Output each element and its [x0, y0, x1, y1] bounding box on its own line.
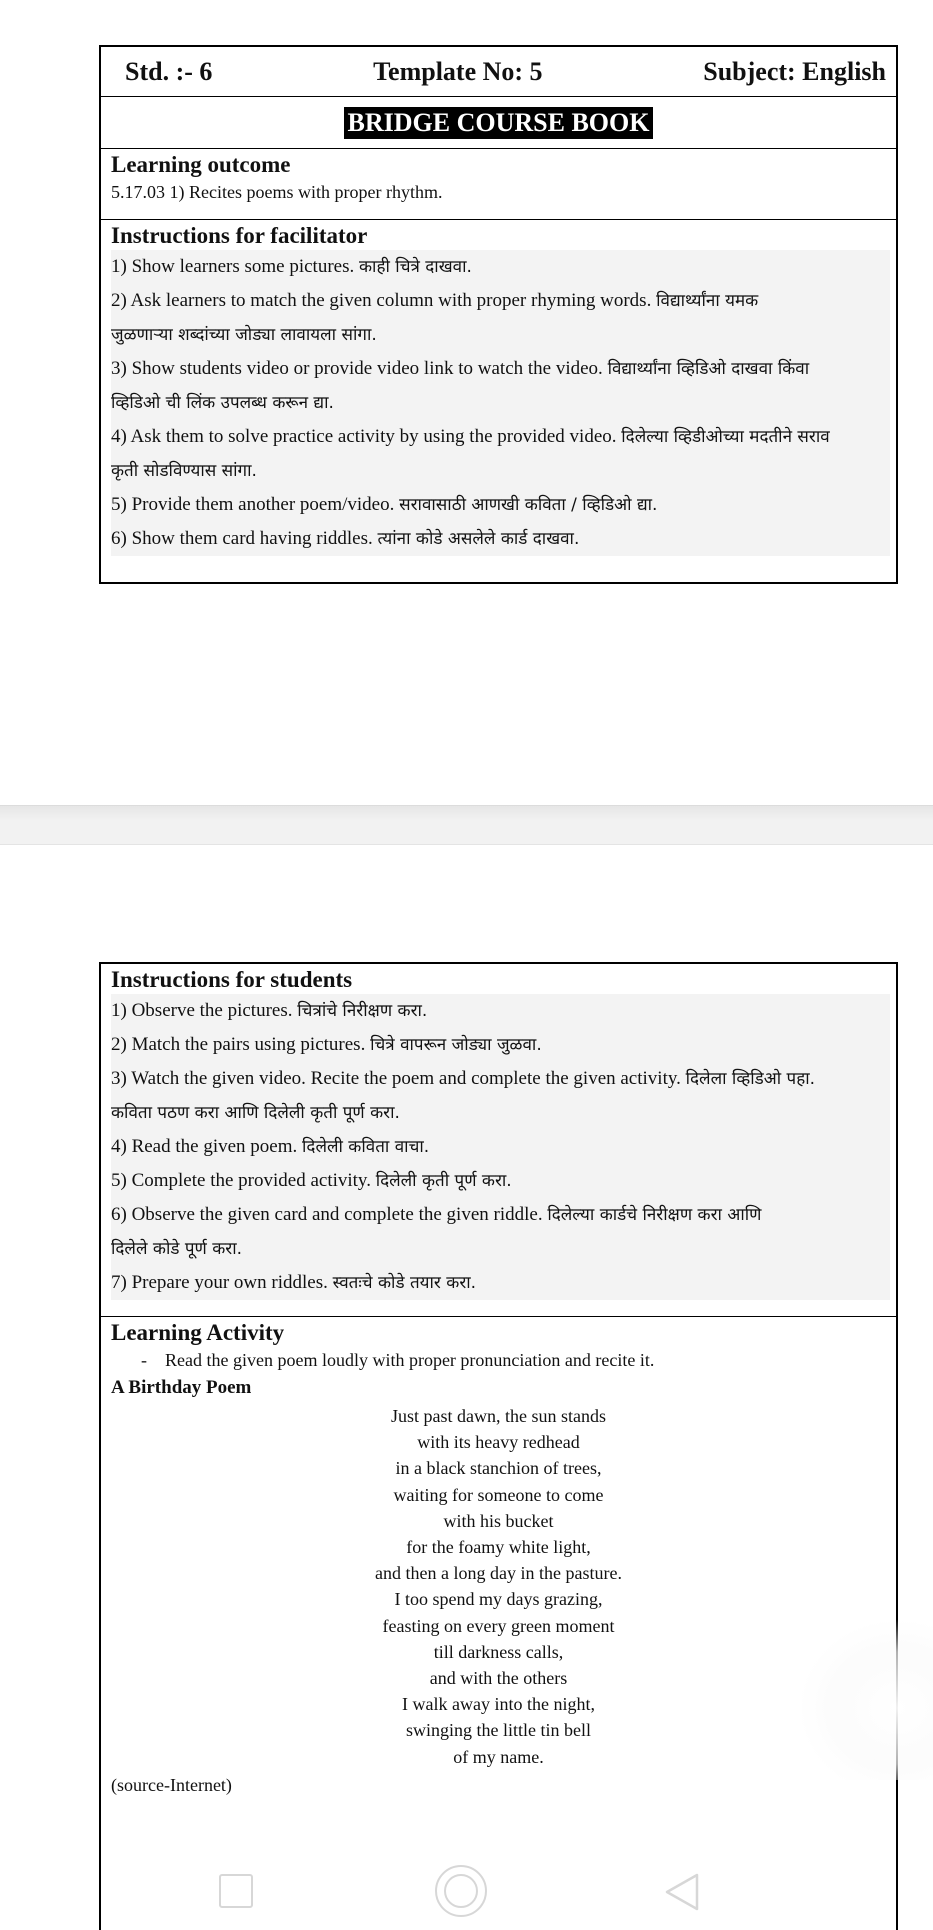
instruction-en: 2) Match the pairs using pictures.	[111, 1034, 366, 1055]
instruction-en: 5) Provide them another poem/video.	[111, 494, 395, 515]
poem-line: for the foamy white light,	[406, 1537, 591, 1558]
learning-activity-heading: Learning Activity	[111, 1320, 285, 1345]
instruction-marathi: विद्यार्थ्यांना व्हिडिओ दाखवा किंवा	[607, 359, 810, 379]
poem-line: till darkness calls,	[433, 1641, 564, 1662]
learning-outcome-text: 5.17.03 1) Recites poems with proper rhythm.	[111, 182, 443, 202]
poem-line: I too spend my days grazing,	[394, 1589, 603, 1610]
poem-line: with its heavy redhead	[417, 1432, 580, 1453]
learning-outcome-heading: Learning outcome	[111, 152, 291, 177]
instruction-en: 3) Show students video or provide video link to watch the video.	[111, 358, 603, 379]
instruction-en: 6) Show them card having riddles.	[111, 528, 373, 549]
poem-body	[111, 1403, 886, 1770]
instruction-marathi: दिलेली कृती पूर्ण करा.	[375, 1171, 512, 1191]
learning-activity-section	[101, 1317, 896, 1808]
instruction-line	[111, 1130, 890, 1164]
poem-title: A Birthday Poem	[111, 1377, 252, 1398]
learning-outcome-section	[101, 149, 896, 220]
instruction-marathi: व्हिडिओ ची लिंक उपलब्ध करून द्या.	[111, 393, 334, 413]
template-label: Template No: 5	[373, 56, 543, 86]
poem-line: and then a long day in the pasture.	[375, 1563, 622, 1584]
instruction-line	[111, 250, 890, 284]
instruction-line	[111, 1232, 890, 1266]
instruction-line	[111, 1062, 890, 1096]
instruction-en: 1) Observe the pictures.	[111, 1000, 293, 1021]
instruction-line	[111, 420, 890, 454]
instruction-marathi: दिलेले कोडे पूर्ण करा.	[111, 1239, 243, 1259]
back-triangle-icon[interactable]	[663, 1872, 701, 1912]
poem-line: of my name.	[453, 1746, 544, 1767]
poem-line: swinging the little tin bell	[406, 1720, 591, 1741]
poem-line: with his bucket	[443, 1510, 554, 1531]
poem-line: and with the others	[429, 1668, 568, 1689]
instruction-en: 7) Prepare your own riddles.	[111, 1272, 328, 1293]
page2-table	[99, 962, 898, 1930]
activity-instruction: - Read the given poem loudly with proper pronunciation and recite it.	[141, 1350, 655, 1370]
home-circle-icon[interactable]	[435, 1865, 487, 1917]
poem-line: in a black stanchion of trees,	[395, 1458, 602, 1479]
instruction-en: 2) Ask learners to match the given column with proper rhyming words.	[111, 290, 652, 311]
instruction-line	[111, 284, 890, 318]
poem-line: waiting for someone to come	[393, 1484, 604, 1505]
facilitator-list	[111, 250, 890, 556]
android-navigation-bar	[0, 1858, 933, 1930]
instruction-en: 3) Watch the given video. Recite the poem and complete the given activity.	[111, 1068, 681, 1089]
instruction-line	[111, 488, 890, 522]
screen-glare	[800, 1620, 933, 1780]
instruction-marathi: दिलेल्या व्हिडीओच्या मदतीने सराव	[621, 427, 830, 447]
instruction-marathi: चित्रे वापरून जोड्या जुळवा.	[370, 1035, 542, 1055]
instruction-line	[111, 1096, 890, 1130]
instruction-marathi: दिलेल्या कार्डचे निरीक्षण करा आणि	[547, 1205, 762, 1225]
header-row	[101, 47, 896, 97]
title-row	[101, 97, 896, 149]
instruction-marathi: सरावासाठी आणखी कविता / व्हिडिओ द्या.	[399, 495, 658, 515]
instruction-line	[111, 1198, 890, 1232]
instruction-marathi: विद्यार्थ्यांना यमक	[656, 291, 759, 311]
instruction-line	[111, 318, 890, 352]
instruction-en: 4) Read the given poem.	[111, 1136, 298, 1157]
instruction-marathi: चित्रांचे निरीक्षण करा.	[297, 1001, 428, 1021]
instruction-line	[111, 352, 890, 386]
instruction-marathi: दिलेला व्हिडिओ पहा.	[685, 1069, 816, 1089]
instruction-marathi: दिलेली कविता वाचा.	[302, 1137, 430, 1157]
poem-line: feasting on every green moment	[382, 1615, 615, 1636]
instruction-line	[111, 454, 890, 488]
instruction-en: 1) Show learners some pictures.	[111, 256, 355, 277]
instruction-line	[111, 994, 890, 1028]
page1-table	[99, 45, 898, 584]
instruction-marathi: कृती सोडविण्यास सांगा.	[111, 461, 257, 481]
students-list	[111, 994, 890, 1300]
instruction-marathi: जुळणाऱ्या शब्दांच्या जोड्या लावायला सांगा.	[111, 325, 377, 345]
subject-label: Subject: English	[703, 56, 886, 86]
instruction-marathi: काही चित्रे दाखवा.	[359, 257, 472, 277]
book-title: BRIDGE COURSE BOOK	[344, 107, 654, 139]
instruction-marathi: त्यांना कोडे असलेले कार्ड दाखवा.	[377, 529, 580, 549]
instruction-en: 5) Complete the provided activity.	[111, 1170, 371, 1191]
students-heading: Instructions for students	[111, 967, 353, 992]
std-label: Std. :- 6	[125, 56, 213, 86]
recents-square-icon[interactable]	[219, 1874, 253, 1908]
instruction-line	[111, 1266, 890, 1300]
instruction-line	[111, 1164, 890, 1198]
instruction-line	[111, 522, 890, 556]
instruction-en: 4) Ask them to solve practice activity by using the provided video.	[111, 426, 617, 447]
facilitator-section	[101, 220, 896, 582]
students-section	[101, 964, 896, 1317]
page-gap	[0, 805, 933, 845]
poem-line: Just past dawn, the sun stands	[391, 1406, 606, 1426]
instruction-line	[111, 386, 890, 420]
instruction-en: 6) Observe the given card and complete the given riddle.	[111, 1204, 543, 1225]
facilitator-heading: Instructions for facilitator	[111, 223, 368, 248]
instruction-marathi: स्वतःचे कोडे तयार करा.	[332, 1273, 477, 1293]
instruction-marathi: कविता पठण करा आणि दिलेली कृती पूर्ण करा.	[111, 1103, 400, 1123]
instruction-line	[111, 1028, 890, 1062]
poem-source: (source-Internet)	[111, 1774, 232, 1795]
poem-line: I walk away into the night,	[402, 1694, 595, 1715]
